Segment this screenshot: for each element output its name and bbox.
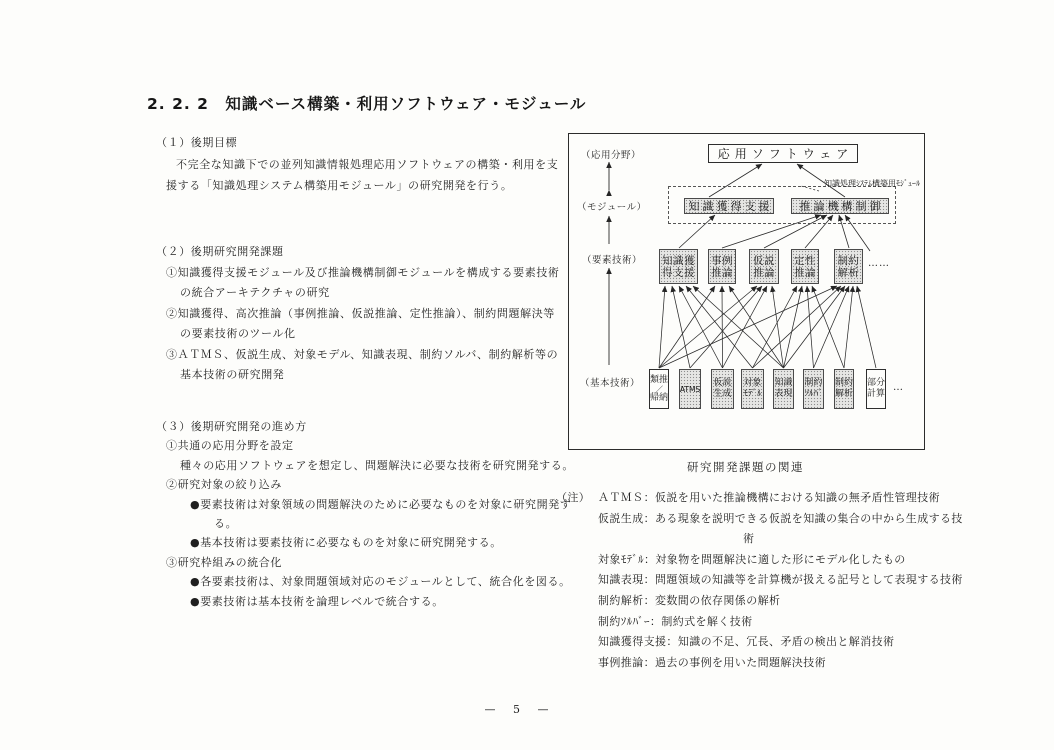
basic-to-element-arrows bbox=[659, 286, 876, 368]
section2-line: の要素技術のツール化 bbox=[180, 327, 296, 340]
basic-box-partial-computation bbox=[866, 369, 886, 409]
box-label-line: 表現 bbox=[774, 389, 793, 399]
page-number: — 5 — bbox=[484, 703, 556, 716]
basic-box-constraint-analysis bbox=[834, 369, 854, 409]
box-label-line: 仮説 bbox=[713, 378, 732, 388]
note-term: 対象ﾓﾃﾞﾙ： bbox=[598, 552, 656, 566]
box-label-line: 定性 bbox=[794, 254, 816, 267]
element-box-case-based-reasoning bbox=[708, 249, 736, 284]
note-desc: 知識の不足、冗長、矛盾の検出と解消技術 bbox=[677, 635, 895, 649]
section3-line: ①共通の応用分野を設定 bbox=[166, 439, 294, 453]
box-label-line: 推論 bbox=[794, 266, 816, 279]
section-goal bbox=[156, 132, 558, 197]
layer-label-application-field: （応用分野） bbox=[581, 150, 642, 161]
box-label-line: 解析 bbox=[835, 389, 854, 399]
box-label-line: 生成 bbox=[713, 389, 732, 399]
element-box-hypothetical-reasoning bbox=[749, 249, 779, 284]
note-item bbox=[598, 550, 963, 571]
basic-box-constraint-solver bbox=[803, 369, 824, 409]
element-box-constraint-analysis bbox=[834, 249, 863, 284]
module-group-label: 知識処理ｼｽﾃﾑ構築用ﾓｼﾞｭｰﾙ bbox=[824, 179, 920, 188]
element-row-ellipsis: …… bbox=[868, 258, 890, 269]
basic-box-knowledge-representation bbox=[773, 369, 794, 409]
note-item bbox=[598, 632, 963, 653]
basic-box-hypothesis-generation bbox=[711, 369, 734, 409]
note-desc: ある現象を説明できる仮説を知識の集合の中から生成する技 bbox=[655, 511, 963, 525]
note-item bbox=[598, 653, 963, 674]
note-item bbox=[598, 488, 963, 509]
note-item bbox=[598, 591, 963, 612]
note-desc: 対象物を問題解決に適した形にモデル化したもの bbox=[655, 552, 906, 566]
box-label-line: 推論 bbox=[711, 266, 733, 279]
note-term: 知識表現： bbox=[598, 573, 655, 587]
section3-line: 種々の応用ソフトウェアを想定し、問題解決に必要な技術を研究開発する。 bbox=[180, 458, 574, 472]
box-label-line: 制約 bbox=[804, 378, 823, 388]
section2-line: ①知識獲得支援モジュール及び推論機構制御モジュールを構成する要素技術 bbox=[166, 265, 560, 279]
box-label-line: 事例 bbox=[711, 254, 733, 267]
box-label-line: 解析 bbox=[837, 266, 860, 279]
section2-line: 基本技術の研究開発 bbox=[180, 368, 285, 381]
section2-line: ③ＡＴＭＳ、仮説生成、対象モデル、知識表現、制約ソルバ、制約解析等の bbox=[166, 347, 559, 361]
section3-line: ●要素技術は基本技術を論理レベルで統合する。 bbox=[190, 594, 444, 608]
layer-label-basic-tech: （基本技術） bbox=[580, 378, 641, 389]
box-label-line: 推論 bbox=[753, 266, 775, 279]
layer-label-module: （モジュール） bbox=[577, 202, 647, 213]
relation-diagram bbox=[568, 133, 925, 450]
section2-heading: （２）後期研究開発課題 bbox=[156, 245, 284, 258]
box-label-line: 知識獲 bbox=[662, 254, 695, 267]
basic-box-analogy-induction bbox=[649, 369, 669, 409]
note-desc: 過去の事例を用いた問題解決技術 bbox=[655, 655, 826, 669]
application-software-box: 応用ソフトウェア bbox=[708, 144, 858, 163]
box-label-line: 知識 bbox=[774, 378, 793, 388]
box-label-line: 類推 bbox=[650, 374, 669, 385]
note-item bbox=[598, 509, 963, 550]
box-label-line: ATMS bbox=[679, 384, 701, 394]
box-label-line: ｿﾙﾊﾞ bbox=[804, 389, 823, 399]
section3-line: ●各要素技術は、対象問題領域対応のモジュールとして、統合化を図る。 bbox=[190, 575, 571, 589]
element-box-qualitative-reasoning bbox=[791, 249, 819, 284]
box-label-line: 計算 bbox=[867, 389, 886, 399]
section2-line: ②知識獲得、高次推論（事例推論、仮説推論、定性推論）、制約問題解決等 bbox=[166, 306, 555, 320]
notes-block bbox=[556, 488, 963, 673]
layer-label-element-tech: （要素技術） bbox=[582, 255, 643, 266]
note-term: 制約ｿﾙﾊﾞｰ： bbox=[598, 614, 662, 628]
box-label-line: 帰納 bbox=[650, 392, 669, 403]
box-label-line: 制約 bbox=[837, 254, 860, 267]
box-label-line: ﾓﾃﾞﾙ bbox=[743, 389, 762, 399]
note-desc: 問題領域の知識等を計算機が扱える記号として表現する技術 bbox=[655, 573, 963, 587]
basic-box-atms bbox=[679, 369, 701, 409]
note-desc: 術 bbox=[743, 532, 755, 546]
section3-heading: （３）後期研究開発の進め方 bbox=[156, 420, 307, 433]
element-box-knowledge-acquisition-support bbox=[659, 249, 698, 284]
note-term: 知識獲得支援： bbox=[598, 635, 678, 649]
module-box-inference-mechanism-control: 推論機構制御 bbox=[791, 198, 889, 214]
section1-heading: （１）後期目標 bbox=[156, 136, 238, 149]
basic-row-ellipsis: … bbox=[893, 382, 904, 393]
note-term: 制約解析： bbox=[598, 593, 655, 607]
box-label-line: 対象 bbox=[743, 378, 762, 388]
section1-line: 不完全な知識下での並列知識情報処理応用ソフトウェアの構築・利用を支 bbox=[176, 157, 559, 171]
section3-line: る。 bbox=[214, 517, 238, 531]
note-term: 事例推論： bbox=[598, 655, 655, 669]
notes-label: （注） bbox=[556, 491, 591, 504]
box-label-line: 仮説 bbox=[753, 254, 775, 267]
box-label-line: 制約 bbox=[835, 378, 854, 388]
section3-line: ③研究枠組みの統合化 bbox=[166, 555, 282, 569]
section2-line: の統合アーキテクチャの研究 bbox=[180, 286, 330, 299]
section3-line: ●基本技術は要素技術に必要なものを対象に研究開発する。 bbox=[190, 536, 502, 550]
note-desc: 仮説を用いた推論機構における知識の無矛盾性管理技術 bbox=[655, 491, 940, 504]
basic-box-object-model bbox=[741, 369, 764, 409]
note-desc: 制約式を解く技術 bbox=[661, 614, 753, 628]
note-item bbox=[598, 612, 963, 633]
box-label-separator: ／ bbox=[655, 384, 663, 394]
box-label-line: 得支援 bbox=[662, 266, 695, 279]
diagram-caption: 研究開発課題の関連 bbox=[687, 460, 804, 474]
note-item bbox=[598, 570, 963, 591]
page-title: 2. 2. 2 知識ベース構築・利用ソフトウェア・モジュール bbox=[147, 95, 587, 113]
section3-line: ●要素技術は対象領域の問題解決のために必要なものを対象に研究開発す bbox=[190, 497, 572, 511]
section1-line: 援する「知識処理システム構築用モジュール」の研究開発を行う。 bbox=[166, 179, 513, 192]
note-term: ＡＴＭＳ： bbox=[598, 491, 655, 504]
section3-line: ②研究対象の絞り込み bbox=[166, 478, 282, 492]
note-term: 仮説生成： bbox=[598, 511, 655, 525]
module-box-knowledge-acquisition-support: 知識獲得支援 bbox=[684, 198, 774, 214]
note-desc: 変数間の依存関係の解析 bbox=[655, 593, 781, 607]
section-approach bbox=[156, 417, 574, 611]
section-themes bbox=[156, 242, 560, 386]
box-label-line: 部分 bbox=[867, 378, 886, 388]
